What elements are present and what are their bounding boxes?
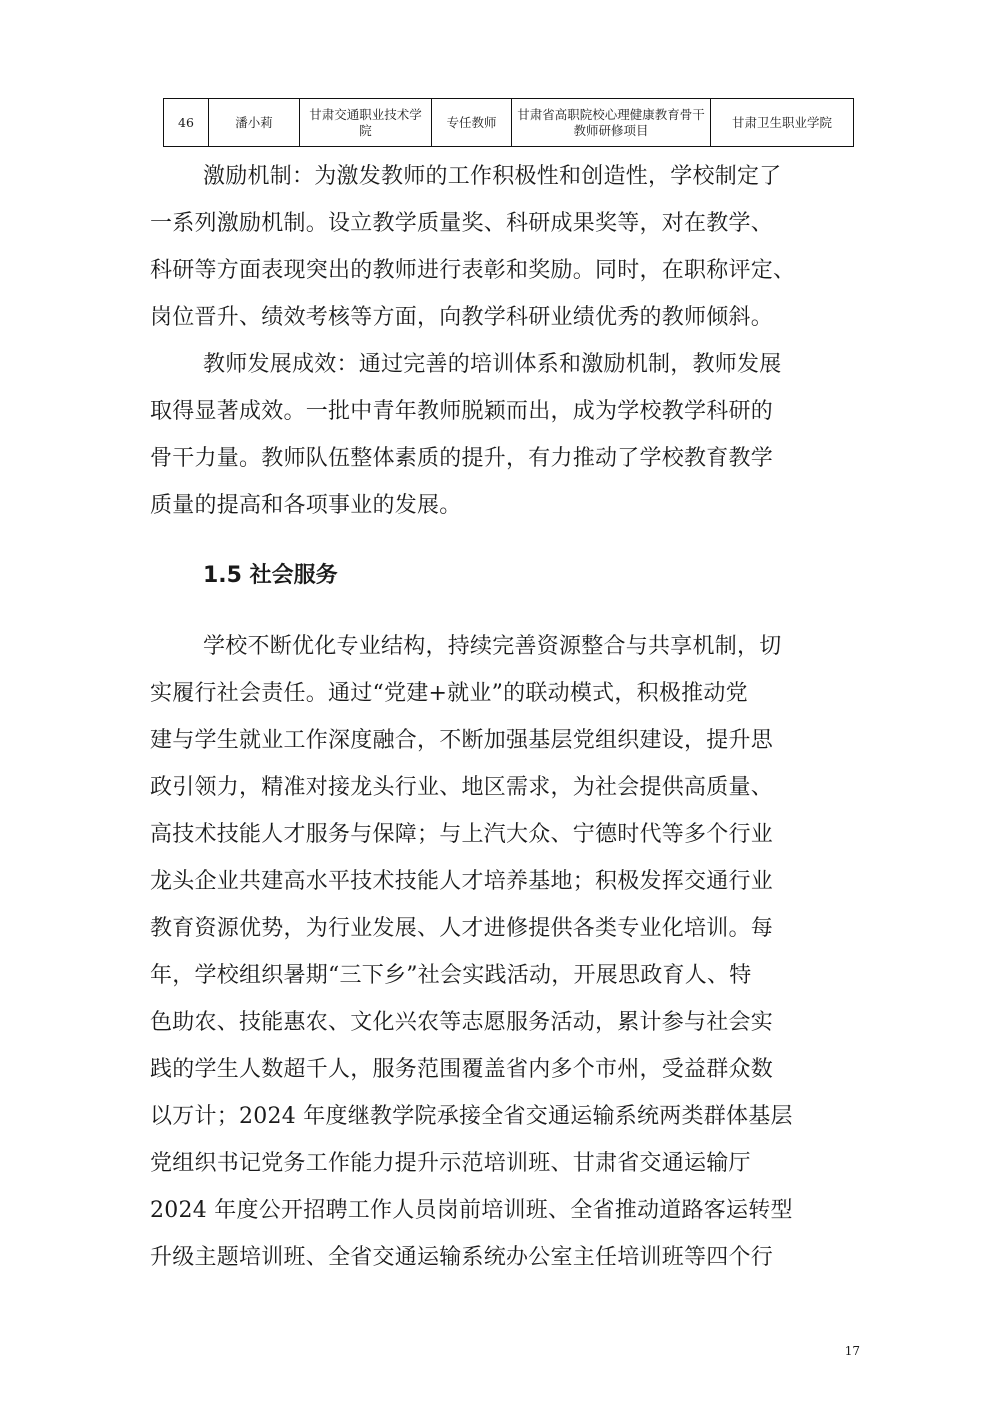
text-line: 实履行社会责任。通过“党建+就业”的联动模式，积极推动党 bbox=[150, 681, 748, 706]
staff-training-table bbox=[163, 98, 854, 147]
text-line: 教师发展成效：通过完善的培训体系和激励机制，教师发展 bbox=[203, 352, 782, 377]
text-line: 科研等方面表现突出的教师进行表彰和奖励。同时，在职称评定、 bbox=[150, 258, 796, 283]
text-line: 一系列激励机制。设立教学质量奖、科研成果奖等，对在教学、 bbox=[150, 211, 774, 236]
text-line: 党组织书记党务工作能力提升示范培训班、甘肃省交通运输厅 bbox=[150, 1151, 751, 1176]
text-line: 激励机制：为激发教师的工作积极性和创造性，学校制定了 bbox=[203, 164, 782, 189]
table-cell-name: 潘小莉 bbox=[209, 99, 300, 147]
text-line: 建与学生就业工作深度融合，不断加强基层党组织建设，提升思 bbox=[150, 728, 774, 753]
text-line: 2024 年度公开招聘工作人员岗前培训班、全省推动道路客运转型 bbox=[150, 1198, 793, 1223]
text-line: 龙头企业共建高水平技术技能人才培养基地；积极发挥交通行业 bbox=[150, 869, 774, 894]
text-line: 取得显著成效。一批中青年教师脱颖而出，成为学校教学科研的 bbox=[150, 399, 774, 424]
table-row bbox=[164, 99, 854, 147]
paragraph-incentive-mechanism bbox=[150, 153, 850, 341]
text-line: 骨干力量。教师队伍整体素质的提升，有力推动了学校教育教学 bbox=[150, 446, 774, 471]
text-line: 色助农、技能惠农、文化兴农等志愿服务活动，累计参与社会实 bbox=[150, 1010, 774, 1035]
table-cell-host: 甘肃卫生职业学院 bbox=[711, 99, 854, 147]
table-cell-institution: 甘肃交通职业技术学院 bbox=[300, 99, 432, 147]
paragraph-teacher-development bbox=[150, 341, 850, 529]
text-line: 践的学生人数超千人，服务范围覆盖省内多个市州，受益群众数 bbox=[150, 1057, 774, 1082]
table-cell-position: 专任教师 bbox=[432, 99, 512, 147]
section-heading: 1.5 社会服务 bbox=[203, 563, 338, 588]
text-line: 质量的提高和各项事业的发展。 bbox=[150, 493, 462, 518]
table-cell-number: 46 bbox=[164, 99, 209, 147]
text-line: 升级主题培训班、全省交通运输系统办公室主任培训班等四个行 bbox=[150, 1245, 774, 1270]
text-line: 教育资源优势，为行业发展、人才进修提供各类专业化培训。每 bbox=[150, 916, 774, 941]
text-line: 高技术技能人才服务与保障；与上汽大众、宁德时代等多个行业 bbox=[150, 822, 774, 847]
text-line: 政引领力，精准对接龙头行业、地区需求，为社会提供高质量、 bbox=[150, 775, 774, 800]
paragraph-social-service bbox=[150, 623, 850, 1281]
text-line: 岗位晋升、绩效考核等方面，向教学科研业绩优秀的教师倾斜。 bbox=[150, 305, 774, 330]
text-line: 以万计；2024 年度继教学院承接全省交通运输系统两类群体基层 bbox=[150, 1104, 793, 1129]
page-number: 17 bbox=[844, 1344, 860, 1358]
text-line: 学校不断优化专业结构，持续完善资源整合与共享机制，切 bbox=[203, 634, 782, 659]
text-line: 年，学校组织暑期“三下乡”社会实践活动，开展思政育人、特 bbox=[150, 963, 752, 988]
table-cell-program: 甘肃省高职院校心理健康教育骨干教师研修项目 bbox=[512, 99, 711, 147]
